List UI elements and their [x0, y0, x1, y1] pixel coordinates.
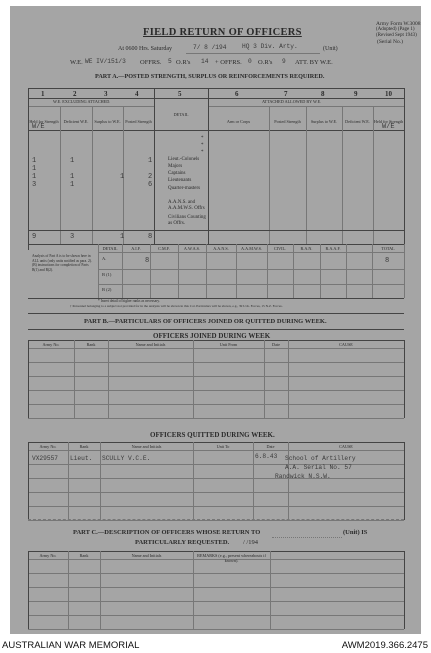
table-heading-6: CAUSE	[339, 342, 353, 347]
column-number-6: 6	[235, 90, 239, 98]
rank-3: Captains	[168, 171, 186, 176]
total-deficient: 3	[70, 233, 75, 241]
part-a-heading: PART A.—POSTED STRENGTH, SURPLUS OR REINFORCEMENTS REQUIRED.	[95, 73, 325, 80]
adopted-label: (Adopted) (Page 1)	[376, 27, 415, 32]
detail-divider	[293, 244, 294, 298]
table-row-line	[28, 478, 404, 479]
part-c-unit: (Unit) IS	[343, 529, 368, 536]
part-b-heading: PART B.—PARTICULARS OF OFFICERS JOINED OR QUITTED DURING WEEK.	[84, 318, 327, 325]
column-heading-10: Held for Strength	[373, 119, 404, 124]
table-heading-3: Name and Initials	[131, 553, 162, 558]
we-typed: WE IV/151/3	[85, 58, 126, 65]
table-col-line	[68, 551, 69, 629]
column-number-5: 5	[178, 90, 182, 98]
typed-surplus: 1	[120, 173, 125, 181]
column-number-2: 2	[73, 90, 77, 98]
table-heading-1: Army No.	[39, 444, 57, 449]
total-held: 9	[32, 233, 37, 241]
we-label: W.E.	[70, 59, 83, 66]
table-row-line	[28, 615, 404, 616]
table-col-line	[288, 442, 289, 520]
column-number-3: 3	[104, 90, 108, 98]
table-row-line	[28, 390, 404, 391]
table-col-line	[404, 551, 405, 629]
column-heading-8: Surplus to W.E.	[310, 119, 338, 124]
table-heading-4: Unit From	[219, 342, 238, 347]
table-row-line	[28, 506, 404, 507]
rank-4: Lieutenants	[168, 178, 192, 183]
table-col-line	[253, 442, 254, 520]
detail-heading-8: R.A.N.	[300, 246, 313, 251]
detail-heading-3: C.M.F.	[158, 246, 170, 251]
table-row-line	[28, 404, 404, 405]
posted-left-top: W/E	[32, 123, 45, 131]
table-row-line	[28, 376, 404, 377]
detail-heading-6: A.A.M.W.S.	[241, 246, 262, 251]
detail-a-total: 8	[385, 257, 390, 265]
table-col-line	[404, 340, 405, 418]
offrs-value: 5	[168, 58, 172, 65]
quitted-name: SCULLY V.C.E.	[102, 455, 151, 462]
table-heading-1: Army No.	[39, 553, 57, 558]
table-col-line	[28, 442, 29, 520]
detail-divider	[404, 244, 405, 298]
column-number-7: 7	[284, 90, 288, 98]
table-row-line	[28, 587, 404, 588]
column-number-9: 9	[354, 90, 358, 98]
at-line: At 0600 Hrs. Saturday	[118, 46, 172, 52]
rank-6: A.A.N.S. and A.A.M.W.S. Offrs	[168, 200, 205, 211]
rank-2: Majors	[168, 164, 183, 169]
table-col-line	[193, 442, 194, 520]
form-title: FIELD RETURN OF OFFICERS	[143, 27, 302, 38]
table-heading-2: Rank	[79, 444, 89, 449]
table-row-line	[28, 520, 404, 521]
unit-label: (Unit)	[323, 46, 338, 52]
column-heading-1: Held for Strength	[29, 119, 59, 124]
table-col-line	[264, 340, 265, 418]
table-col-line	[28, 340, 29, 418]
table-row-line	[28, 601, 404, 602]
posted-right-top: W/E	[382, 123, 395, 131]
detail-row-a: A.	[102, 256, 107, 261]
table-col-line	[270, 551, 271, 629]
detail-heading-2: A.I.F.	[131, 246, 141, 251]
detail-divider	[178, 244, 179, 298]
quitted-army-no: VX29557	[32, 455, 58, 462]
table-col-line	[74, 340, 75, 418]
typed-left-1: 1	[32, 157, 37, 165]
quitted-cause-2: A.A. Serial No. 57	[285, 464, 352, 471]
date-typed: 7/ 8 /194	[193, 44, 227, 51]
part-c-heading: PART C.—DESCRIPTION OF OFFICERS WHOSE RETURN TO	[73, 529, 261, 536]
column-number-10: 10	[385, 90, 392, 98]
table-top-line	[28, 340, 404, 341]
detail-row-b1: B (1)	[102, 272, 112, 277]
table-heading-4: REMARKS (e.g., present whereabouts if known).	[197, 553, 266, 563]
ors-value: 14	[201, 58, 209, 65]
quitted-date: 6.8.43	[255, 453, 278, 460]
detail-a-aif: 8	[145, 257, 150, 265]
table-top-line	[28, 551, 404, 552]
table-head-line	[28, 348, 404, 349]
ors-label: O.R's	[176, 59, 191, 66]
column-heading-9: Deficient W.E.	[345, 119, 370, 124]
rank-7: Civilians Counting as Offrs.	[168, 215, 206, 226]
detail-divider	[206, 244, 207, 298]
archive-caption: AUSTRALIAN WAR MEMORIAL	[2, 640, 140, 651]
attached-allowed: ATTACHED ALLOWED BY W.E.	[262, 99, 322, 104]
ors-label-2: O.R's	[258, 59, 273, 66]
table-heading-3: Name and Initials	[135, 342, 166, 347]
quitted-title: OFFICERS QUITTED DURING WEEK.	[150, 431, 275, 439]
detail-heading-7: CIVIL.	[273, 246, 287, 251]
table-col-line	[100, 551, 101, 629]
table-col-line	[288, 340, 289, 418]
analysis-note: Analysis of Part A is to be shown here in ALL units (only units notified as para. 2). (B) instructions for completion of Parts B(1) and B(2).	[32, 254, 92, 272]
joined-title: OFFICERS JOINED DURING WEEK	[153, 332, 271, 340]
total-posted: 8	[148, 233, 153, 241]
detail-row-b2: B (2)	[102, 287, 112, 292]
table-heading-3: Name and Initials	[131, 444, 162, 449]
column-number-4: 4	[135, 90, 139, 98]
table-row-line	[28, 362, 404, 363]
typed-deficient-3: 1	[70, 181, 75, 189]
form-sheet	[10, 6, 421, 634]
star-mark: *	[201, 143, 204, 148]
table-col-line	[193, 340, 194, 418]
detail-divider	[320, 244, 321, 298]
column-number-8: 8	[321, 90, 325, 98]
column-heading-2: Deficient W.E.	[63, 119, 89, 124]
serial-label: (Serial No.)	[377, 39, 403, 45]
table-heading-6: CAUSE	[339, 444, 353, 449]
column-heading-4: Posted Strength	[125, 119, 152, 124]
table-head-line	[28, 450, 404, 451]
table-heading-2: Rank	[79, 553, 89, 558]
star-mark: *	[201, 136, 204, 141]
table-row-line	[28, 629, 404, 630]
offrs-label: OFFRS.	[140, 59, 162, 66]
typed-deficient-1: 1	[70, 157, 75, 165]
table-heading-2: Rank	[86, 342, 96, 347]
detail-heading-4: A.W.A.S.	[183, 246, 201, 251]
table-row-line	[28, 573, 404, 574]
rank-1: Lieut.-Colonels	[168, 157, 200, 162]
detail-heading-9: R.A.A.F.	[325, 246, 341, 251]
column-number-1: 1	[41, 90, 45, 98]
detail-divider	[372, 244, 373, 298]
typed-left-3: 1	[32, 173, 37, 181]
rank-5: Quarter-masters	[168, 186, 201, 191]
table-col-line	[28, 551, 29, 629]
column-heading-7: Posted Strength	[274, 119, 301, 124]
we-excluding-attached: W.E. EXCLUDING ATTACHED.	[53, 99, 111, 104]
typed-posted-3: 6	[148, 181, 153, 189]
army-form-number: Army Form W.3008	[376, 21, 421, 27]
detail-divider	[150, 244, 151, 298]
att-ors-value: 9	[282, 58, 286, 65]
detail-heading-5: A.A.N.S.	[213, 246, 229, 251]
table-col-line	[404, 442, 405, 520]
column-heading-6: Arm or Corps	[226, 119, 251, 124]
table-row-line	[28, 492, 404, 493]
detail-heading-11: TOTAL	[381, 246, 395, 251]
column-heading-3: Surplus to W.E.	[94, 119, 121, 124]
detail-divider	[98, 244, 99, 298]
column-heading-5: DETAIL	[173, 112, 189, 117]
detail-heading-1: DETAIL	[102, 246, 118, 251]
footnote-2: † Personnel belonging to a subject not provided for in the analysis will be shown in this Col. Particulars will be shown, e.g., 39 U.K. Forces, 15 N.Z. Forces.	[70, 304, 283, 308]
detail-divider	[236, 244, 237, 298]
table-col-line	[108, 340, 109, 418]
catalog-number: AWM2019.366.2475	[341, 640, 428, 651]
detail-divider	[267, 244, 268, 298]
table-heading-5: Date	[266, 444, 275, 449]
footnote-1: * Insert detail of higher ranks as necessary.	[98, 299, 160, 303]
part-c-requested: PARTICULARLY REQUESTED.	[135, 539, 230, 546]
plus-offrs-label: + OFFRS.	[215, 59, 242, 66]
att-offrs-value: 0	[248, 58, 252, 65]
unit-typed: HQ 3 Div. Arty.	[242, 43, 298, 50]
typed-left-4: 3	[32, 181, 37, 189]
typed-posted-2: 2	[148, 173, 153, 181]
table-col-line	[100, 442, 101, 520]
typed-left-2: 1	[32, 165, 37, 173]
table-row-line	[28, 418, 404, 419]
quitted-cause-1: School of Artillery	[285, 455, 356, 462]
revised-label: (Revised Sept 1943)	[376, 33, 417, 38]
table-col-line	[68, 442, 69, 520]
detail-divider	[346, 244, 347, 298]
quitted-cause-3: Randwick N.S.W.	[275, 473, 331, 480]
table-heading-1: Army No.	[42, 342, 60, 347]
table-heading-5: Date	[272, 342, 280, 347]
table-top-line	[28, 442, 404, 443]
att-label: ATT. BY W.E.	[295, 59, 333, 66]
star-mark: *	[201, 150, 204, 155]
detail-divider	[122, 244, 123, 298]
part-c-date: / /194	[243, 539, 258, 546]
typed-posted-1: 1	[148, 157, 153, 165]
quitted-rank: Lieut.	[70, 455, 93, 462]
typed-deficient-2: 1	[70, 173, 75, 181]
total-surplus: 1	[120, 233, 125, 241]
army-form-label	[376, 21, 420, 39]
table-heading-4: Unit To	[216, 444, 230, 449]
